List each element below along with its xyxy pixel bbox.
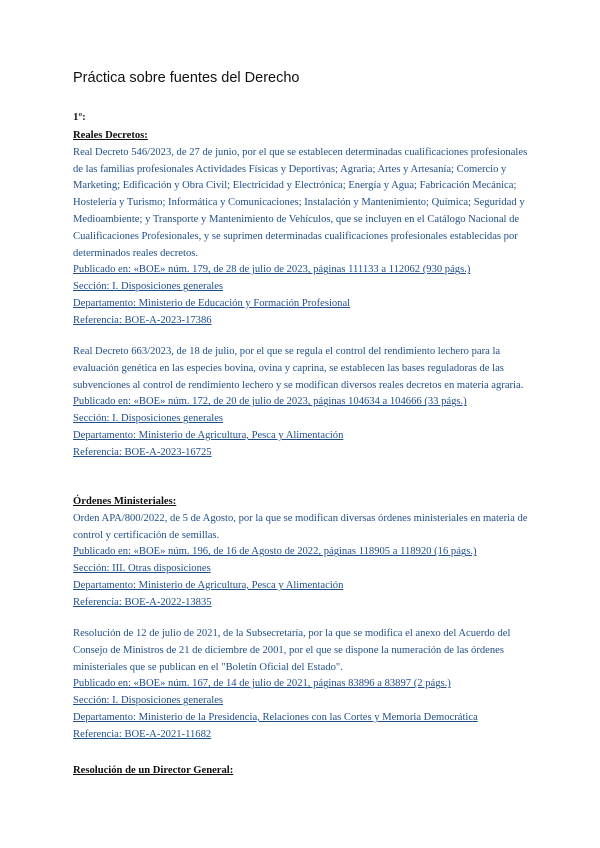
entry-description: Orden APA/800/2022, de 5 de Agosto, por la que se modifican diversas órdenes ministeriales en materia de control y certificación de semillas. bbox=[73, 512, 528, 541]
heading-reales-decretos: Reales Decretos: bbox=[73, 130, 148, 141]
published-link[interactable]: Publicado en: «BOE» núm. 172, de 20 de julio de 2023, páginas 104634 a 104666 (33 págs.) bbox=[73, 396, 467, 408]
published-link[interactable]: Publicado en: «BOE» núm. 179, de 28 de julio de 2023, páginas 111133 a 112062 (930 págs.) bbox=[73, 264, 471, 276]
published-link[interactable]: Publicado en: «BOE» núm. 196, de 16 de Agosto de 2022, páginas 118905 a 118920 (16 págs.) bbox=[73, 546, 477, 558]
om-entry-1 bbox=[73, 494, 533, 612]
section-link[interactable]: Sección: I. Disposiciones generales bbox=[73, 695, 224, 707]
department-link[interactable]: Departamento: Ministerio de Educación y Formación Profesional bbox=[73, 297, 351, 309]
reference-link[interactable]: Referencia: BOE-A-2023-16725 bbox=[73, 446, 212, 458]
entry-description: Real Decreto 546/2023, de 27 de junio, por el que se establecen determinadas cualificaciones profesionales de las familias profesionales Actividades Físicas y Deportivas; Agraria; Artes y Artesanía; Comercio y Marketing; Edificación y Obra Civil; Electricidad y Electrónica; Energía y Agua; Fabricación Mecánica; Hostelería y Turismo; Informática y Comunicaciones; Instalación y Mantenimiento; Química; Seguridad y Medioambiente; y Transporte y Mantenimiento de Vehículos, que se incluyen en el Catálogo Nacional de Cualificaciones Profesionales, y se suprimen determinadas cualificaciones profesionales establecidas por determinados reales decretos. bbox=[73, 146, 528, 259]
entry-description: Resolución de 12 de julio de 2021, de la Subsecretaría, por la que se modifica el anexo del Acuerdo del Consejo de Ministros de 21 de diciembre de 2001, por el que se dispone la numeración de las órdenes ministeriales que se publican en el "Boletín Oficial del Estado". bbox=[73, 628, 511, 673]
page-title: Práctica sobre fuentes del Derecho bbox=[73, 70, 300, 86]
heading-ordenes-ministeriales: Órdenes Ministeriales: bbox=[73, 496, 177, 507]
reference-link[interactable]: Referencia: BOE-A-2021-11682 bbox=[73, 728, 212, 740]
rd-entry-1 bbox=[73, 128, 533, 330]
om-entry-2 bbox=[73, 626, 533, 744]
department-link[interactable]: Departamento: Ministerio de Agricultura, Pesca y Alimentación bbox=[73, 579, 344, 591]
heading-resolucion: Resolución de un Director General: bbox=[73, 765, 234, 776]
department-link[interactable]: Departamento: Ministerio de Agricultura, Pesca y Alimentación bbox=[73, 429, 344, 441]
reference-link[interactable]: Referencia: BOE-A-2023-17386 bbox=[73, 314, 212, 326]
published-link[interactable]: Publicado en: «BOE» núm. 167, de 14 de julio de 2021, páginas 83896 a 83897 (2 págs.) bbox=[73, 678, 451, 690]
resolucion-section bbox=[73, 763, 533, 780]
department-link[interactable]: Departamento: Ministerio de la Presidencia, Relaciones con las Cortes y Memoria Democrática bbox=[73, 711, 478, 723]
entry-description: Real Decreto 663/2023, de 18 de julio, por el que se regula el control del rendimiento lechero para la evaluación genética en las especies bovina, ovina y caprina, se establecen las bases reguladoras de las subvenciones al control de rendimiento lechero y se modifican diversos reales decretos en materia agraria. bbox=[73, 346, 524, 391]
reference-link[interactable]: Referencia: BOE-A-2022-13835 bbox=[73, 596, 212, 608]
section-link[interactable]: Sección: III. Otras disposiciones bbox=[73, 563, 211, 575]
section-link[interactable]: Sección: I. Disposiciones generales bbox=[73, 413, 224, 425]
section-number: 1º: bbox=[73, 111, 86, 123]
section-link[interactable]: Sección: I. Disposiciones generales bbox=[73, 281, 224, 293]
rd-entry-2 bbox=[73, 344, 533, 462]
